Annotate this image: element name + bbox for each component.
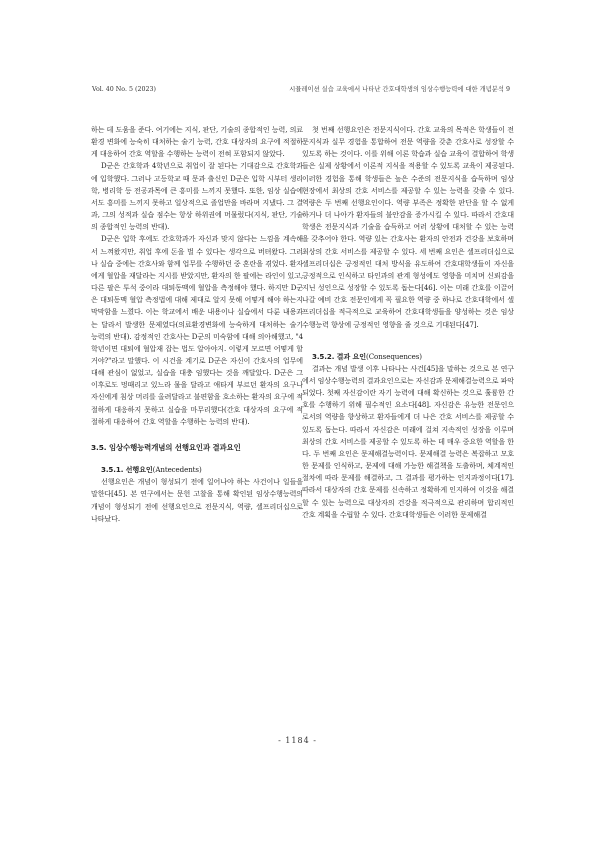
running-header — [92, 84, 510, 96]
subsection-number: 3.5.2. 결과 요인 — [312, 351, 367, 361]
subsection-heading — [101, 464, 303, 476]
subsection-english: (Antecedents) — [152, 465, 202, 475]
subsection-number: 3.5.1. 선행요인 — [101, 465, 153, 475]
subsection-heading — [312, 351, 514, 363]
running-title: 시뮬레이션 실습 교육에서 나타난 간호대학생의 임상수행능력에 대한 개념분석 9 — [289, 86, 510, 93]
section-heading: 3.5. 임상수행능력개념의 선행요인과 결과요인 — [91, 442, 241, 452]
paragraph: 하는 데 도움을 준다. 여기에는 지식, 판단, 기술의 종합적인 능력, 의료 환경 변화에 능숙히 대처하는 술기 능력, 간호 대상자의 요구에 적절하게 대응하여 간호 역할을 수행하는 능력이 전혀 포함되지 않았다. — [91, 125, 303, 159]
journal-volume: Vol. 40 No. 5 (2023) — [92, 86, 156, 93]
subsection-english: (Consequences) — [366, 351, 422, 361]
page-number: - 1184 - — [278, 736, 317, 745]
right-column — [302, 124, 514, 521]
paragraph: 선행요인은 개념이 형성되기 전에 일어나야 하는 사건이나 일들을 말한다[45]. 본 연구에서는 문헌 고찰을 통해 확인된 임상수행능력의 개념이 형성되기 전에 선행요인으로 전문지식, 역량, 셀프리더십으로 나타났다. — [91, 477, 303, 523]
paragraph: 결과는 개념 발생 이후 나타나는 사건[45]을 말하는 것으로 본 연구에서 임상수행능력의 결과요인으로는 자신감과 문제해결능력으로 파악되었다. 첫째 자신감이란 자기 능력에 대해 확신하는 것으로 훌륭한 간호를 수행하기 위해 필수적인 요소다[48]. 자신감은 유능한 전문인으로서의 역량을 향상하고 환자들에게 더 나은 간호 서비스를 제공할 수 있도록 돕는다. 따라서 자신감은 미래에 걸쳐 지속적인 성장을 이루며 최상의 간호 서비스를 제공할 수 있도록 하는 데 매우 중요한 역할을 한다. 두 번째 요인은 문제해결능력이다. 문제해결 능력은 복잡하고 모호한 문제를 인식하고, 문제에 대해 가능한 해결책을 도출하며, 체계적인 절차에 따라 문제를 해결하고, 그 결과를 평가하는 인지과정이다[17]. 따라서 대상자의 간호 문제를 신속하고 정확하게 인지하여 이것을 해결할 수 있는 능력으로 대상자의 건강을 적극적으로 관리하며 합리적인 간호 계획을 수립할 수 있다. 간호대학생들은 이러한 문제해결 — [302, 363, 514, 519]
paragraph: D군은 간호학과 4학년으로 취업이 잘 된다는 기대감으로 간호학과에 입학했다. 그러나 고등학교 때 문과 출신인 D군은 입학 시부터 생리학, 병리학 등 전공과목에 큰 흥미를 느끼지 못했다. 또한, 임상 실습에서도 흥미를 느끼지 못하고 일상적으로 졸업만을 바라며 지냈다. 그 결과, 그의 성적과 실습 점수는 항상 하위권에 머물렀다(지식, 판단, 기술의 종합적인 능력의 반대). — [91, 161, 303, 232]
left-column — [91, 124, 303, 525]
paragraph: D군은 입학 후에도 간호학과가 자신과 맞지 않다는 느낌을 계속해서 느껴왔지만, 취업 후에 돈을 벌 수 있다는 생각으로 버텨왔다. 그러나 실습 중에는 간호사와 함께 업무를 수행하던 중 혼란을 겪었다. 환자에게 혈압을 재달라는 지시를 받았지만, 환자의 한 팔에는 라인이 있고, 다른 팔은 투석 중이라 대퇴동맥에 혈압을 측정해야 했다. 하지만 D군은 대퇴동맥 혈압 측정법에 대해 제대로 알지 못해 어떻게 해야 하는지 막막함을 느꼈다. 이는 학교에서 배운 내용이나 실습에서 다룬 내용과는 달라서 발생한 문제였다(의료환경변화에 능숙하게 대처하는 술기 능력의 반대). 감정적인 간호사는 D군의 미숙함에 대해 의아해했고, "4학년이면 대퇴에 혈압재 잡는 법도 알아야지. 이렇게 모르면 어떻게 할 거야?"라고 말했다. 이 시건을 계기로 D군은 자신이 간호사의 업무에 대해 관심이 없었고, 실습을 대충 임했다는 것을 깨달았다. D군은 그 이후로도 멍때리고 있느라 물을 달라고 애타게 부르던 환자의 요구나 자신에게 침상 머리를 올려달라고 불편함을 호소하는 환자의 요구에 적절하게 대응하지 못하고 실습을 마무리했다(간호 대상자의 요구에 적절하게 대응하여 간호 역할을 수행하는 능력의 반대). — [91, 234, 303, 426]
paragraph: 첫 번째 선행요인은 전문지식이다. 간호 교육의 목적은 학생들이 전문지식과 실무 경험을 통합하여 전문 역량을 갖춘 간호사로 성장할 수 있도록 하는 것이다. 이를 위해 이론 학습과 실습 교육이 결합하여 학생들은 실제 상황에서 이론적 지식을 적용할 수 있도록 교육이 제공된다. 이러한 경험을 통해 학생들은 높은 수준의 전문지식을 습득하며 임상 현장에서 최상의 간호 서비스를 제공할 수 있는 능력을 갖출 수 있다. 역량은 두 번째 선행요인이다. 역량 부족은 정확한 판단을 할 수 없게 하거나 더 나아가 환자들의 불안감을 증가시킬 수 있다. 따라서 간호대학생은 전문지식과 기술을 습득하고 여러 상황에 대처할 수 있는 능력을 갖추어야 한다. 역량 있는 간호사는 환자의 안전과 건강을 보호하며 최상의 간호 서비스를 제공할 수 있다. 세 번째 요인은 셀프리더십으로 셀프리더십은 긍정적인 대처 방식을 유도하여 간호대학생들이 자신을 긍정적으로 인식하고 타인과의 관계 형성에도 영향을 미치며 신뢰감을 지닌 성인으로 성장할 수 있도록 돕는다[46]. 이는 미래 간호를 이끌어 나갈 예비 간호 전문인에게 꼭 필요한 역량 중 하나로 간호대학에서 셀프리더십을 적극적으로 교육하여 간호대학생들을 양성하는 것은 임상수행능력 향상에 긍정적인 영향을 줄 것으로 기대된다[47]. — [302, 125, 514, 329]
